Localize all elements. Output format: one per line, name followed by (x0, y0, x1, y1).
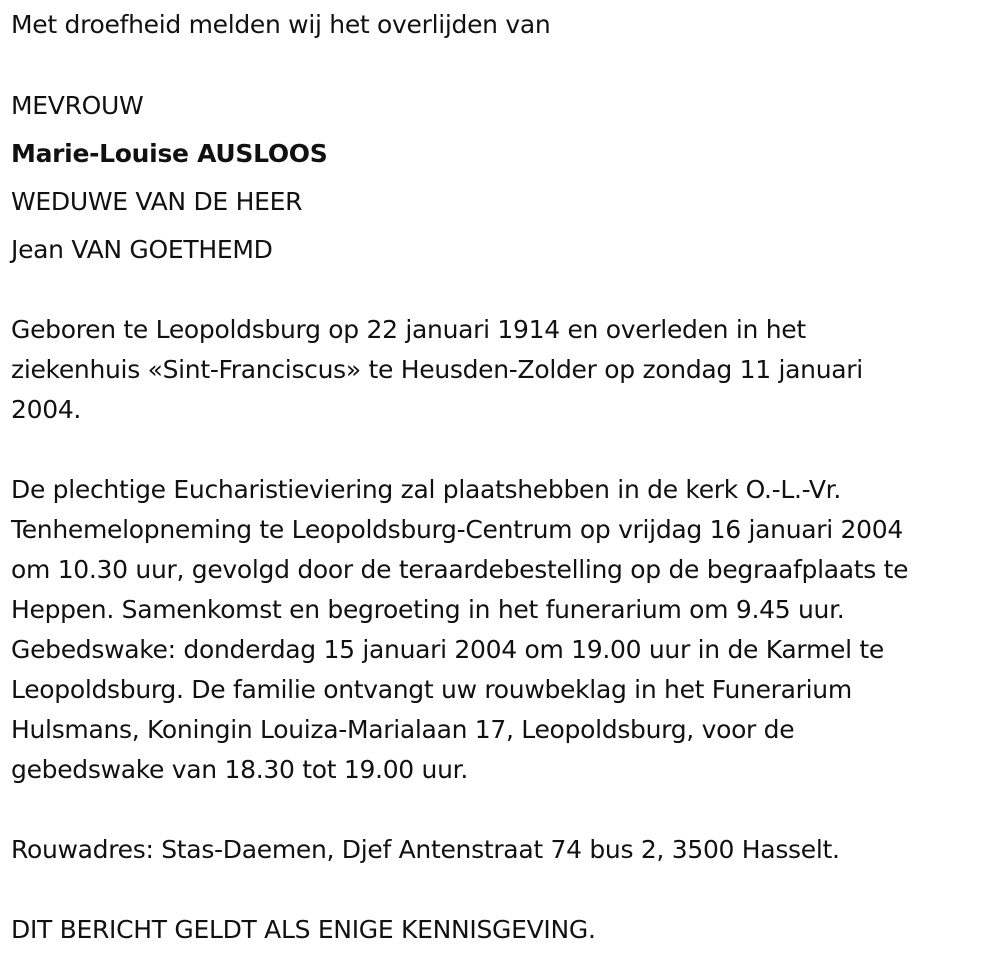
ceremony-line: De plechtige Eucharistieviering zal plaatshebben in de kerk O.-L.-Vr. (11, 475, 841, 504)
ceremony-line: gebedswake van 18.30 tot 19.00 uur. (11, 755, 468, 784)
ceremony-line: Hulsmans, Koningin Louiza-Marialaan 17, Leopoldsburg, voor de (11, 715, 795, 744)
ceremony-line: Heppen. Samenkomst en begroeting in het funerarium om 9.45 uur. (11, 595, 845, 624)
widow-line: WEDUWE VAN DE HEER (11, 187, 303, 216)
spouse-name: Jean VAN GOETHEMD (11, 235, 273, 264)
ceremony-line: om 10.30 uur, gevolgd door de teraardebestelling op de begraafplaats te (11, 555, 909, 584)
mourning-address: Rouwadres: Stas-Daemen, Djef Antenstraat 74 bus 2, 3500 Hasselt. (11, 835, 840, 864)
closing-statement: DIT BERICHT GELDT ALS ENIGE KENNISGEVING. (11, 915, 596, 944)
birth-death-line: Geboren te Leopoldsburg op 22 januari 1914 en overleden in het (11, 315, 806, 344)
ceremony-line: Tenhemelopneming te Leopoldsburg-Centrum op vrijdag 16 januari 2004 (11, 515, 903, 544)
ceremony-line: Leopoldsburg. De familie ontvangt uw rouwbeklag in het Funerarium (11, 675, 852, 704)
birth-death-line: ziekenhuis «Sint-Franciscus» te Heusden-Zolder op zondag 11 januari (11, 355, 863, 384)
ceremony-line: Gebedswake: donderdag 15 januari 2004 om 19.00 uur in de Karmel te (11, 635, 884, 664)
deceased-name: Marie-Louise AUSLOOS (11, 139, 328, 168)
birth-death-line: 2004. (11, 395, 82, 424)
honorific: MEVROUW (11, 91, 144, 120)
intro-text: Met droefheid melden wij het overlijden van (11, 10, 551, 39)
